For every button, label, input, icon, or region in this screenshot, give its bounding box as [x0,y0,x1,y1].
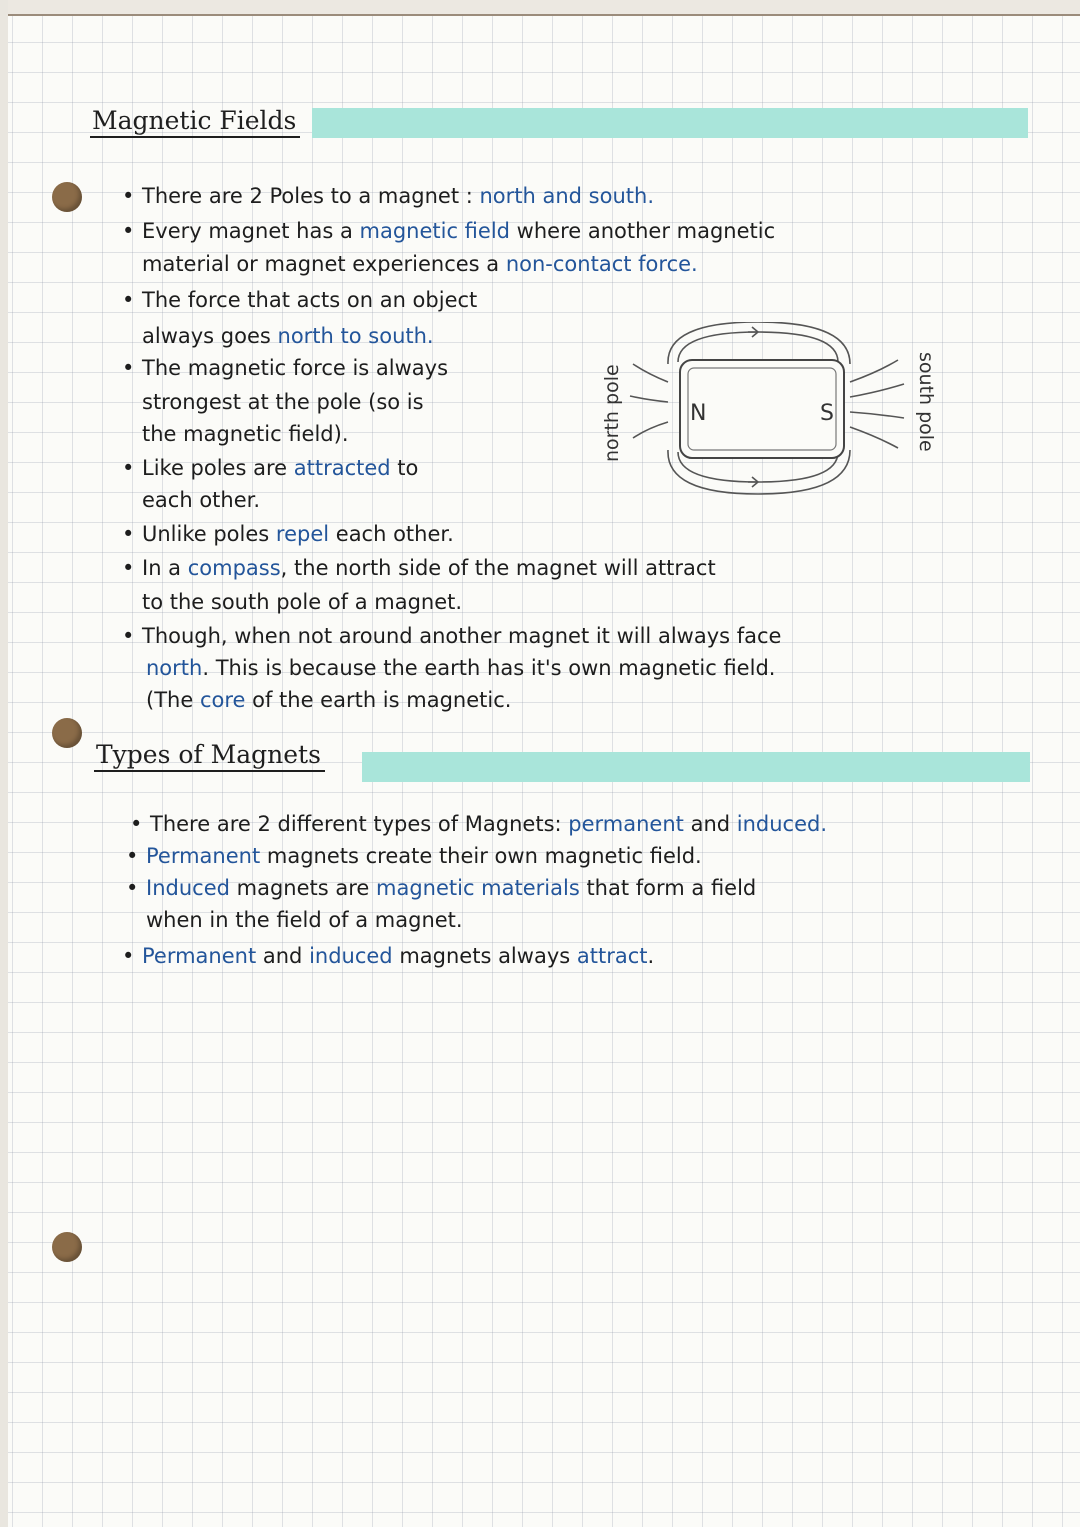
note-text: to [390,456,419,480]
key-term: compass [187,556,281,580]
note-line [146,872,756,904]
note-line [142,552,716,584]
note-line [146,904,463,936]
section-title: Magnetic Fields [90,106,300,138]
key-term: attracted [293,456,391,480]
field-line [668,322,850,364]
note-line [142,586,462,618]
bullet-icon: • [122,944,135,968]
bullet-icon: • [122,219,135,243]
key-term: magnetic materials [376,876,580,900]
punch-hole [52,182,82,212]
note-text: the magnetic field). [142,422,349,446]
key-term: Induced [146,876,230,900]
key-term: repel [275,522,330,546]
note-text: to the south pole of a magnet. [142,590,463,614]
key-term: magnetic field [359,219,510,243]
bullet-icon: • [122,624,135,648]
magnet-n-label: N [690,401,707,426]
key-term: non-contact force. [505,252,698,276]
bullet-icon: • [130,812,143,836]
heading-highlight [362,752,1030,782]
field-line [678,332,838,362]
key-term: core [199,688,246,712]
punch-hole [52,718,82,748]
note-line [146,684,511,716]
note-text: There are 2 Poles to a magnet : [142,184,480,208]
note-text: (The [146,688,200,712]
field-line [850,412,904,418]
note-line [142,620,781,652]
note-text: when in the field of a magnet. [146,908,463,932]
field-line [633,364,668,382]
key-term: north and south. [479,184,654,208]
note-line [142,518,454,550]
field-line [630,396,668,402]
magnet-s-label: S [820,401,834,426]
note-text: that form a field [579,876,757,900]
note-line [142,452,418,484]
field-line [633,422,668,438]
note-text: always goes [142,324,278,348]
field-arrow [748,327,758,337]
field-arrow [748,477,758,487]
key-term: permanent [568,812,684,836]
note-line [142,386,424,418]
south-pole-label: south pole [915,352,937,452]
key-term: north [146,656,203,680]
bullet-icon: • [122,288,135,312]
note-text: The force that acts on an object [142,288,478,312]
punch-hole [52,1232,82,1262]
note-text: The magnetic force is always [142,356,449,380]
note-text: each other. [142,488,261,512]
note-text: , the north side of the magnet will attract [280,556,716,580]
section-title: Types of Magnets [94,740,325,772]
bar-magnet-diagram [588,322,948,497]
note-line [142,284,477,316]
note-text: Every magnet has a [142,219,360,243]
key-term: attract [576,944,648,968]
note-line [142,248,698,280]
note-text: magnets are [229,876,376,900]
note-line [142,940,654,972]
note-text: Unlike poles [142,522,276,546]
note-text: magnets create their own magnetic field. [260,844,702,868]
bullet-icon: • [122,522,135,546]
heading-highlight [312,108,1028,138]
note-text: and [683,812,737,836]
note-line [142,320,434,352]
note-text: . This is because the earth has it's own magnetic field. [202,656,776,680]
note-line [142,418,349,450]
key-term: Permanent [146,844,261,868]
note-text: and [256,944,310,968]
key-term: Permanent [142,944,257,968]
bullet-icon: • [122,356,135,380]
note-line [146,652,775,684]
note-text: where another magnetic [510,219,776,243]
field-line [850,427,898,448]
note-text: each other. [329,522,454,546]
note-text: There are 2 different types of Magnets: [150,812,569,836]
bullet-icon: • [126,844,139,868]
note-text: strongest at the pole (so is [142,390,424,414]
key-term: induced. [736,812,828,836]
field-line [850,360,898,382]
note-line [146,840,702,872]
note-line [150,808,827,840]
note-line [142,180,654,212]
page-top-edge [0,0,1080,16]
north-pole-label: north pole [601,364,623,462]
note-text: material or magnet experiences a [142,252,506,276]
key-term: north to south. [277,324,434,348]
note-text: . [647,944,655,968]
bullet-icon: • [122,556,135,580]
bullet-icon: • [126,876,139,900]
key-term: induced [309,944,393,968]
bullet-icon: • [122,184,135,208]
note-text: In a [142,556,188,580]
note-line [142,484,260,516]
page-left-edge [0,0,8,1527]
note-text: Though, when not around another magnet it will always face [142,624,782,648]
note-line [142,215,775,247]
bullet-icon: • [122,456,135,480]
note-line [142,352,448,384]
note-text: Like poles are [142,456,294,480]
field-line [850,384,904,397]
note-text: of the earth is magnetic. [245,688,512,712]
note-text: magnets always [392,944,577,968]
